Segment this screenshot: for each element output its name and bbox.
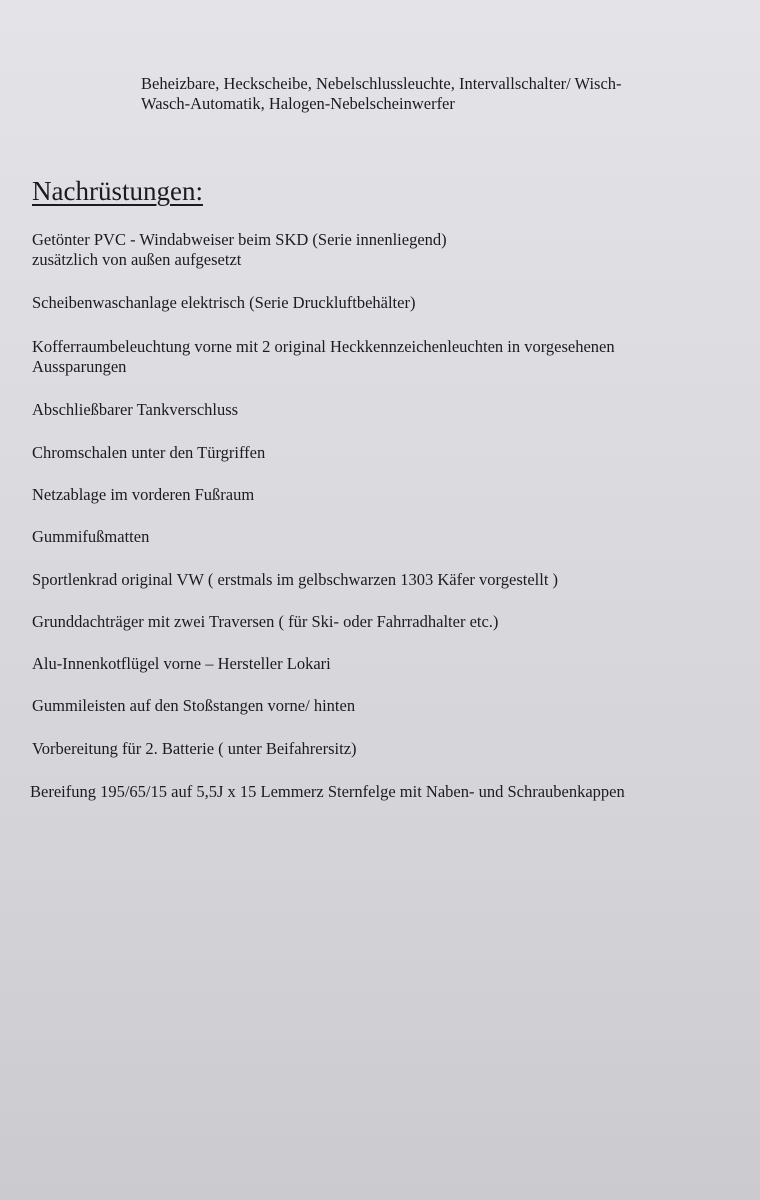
item-text: Getönter PVC - Windabweiser beim SKD (Serie innenliegend): [32, 230, 447, 249]
intro-paragraph: [141, 74, 721, 114]
list-item: [32, 739, 732, 759]
list-item: [32, 485, 732, 505]
list-item: [32, 230, 732, 270]
intro-line: Wasch-Automatik, Halogen-Nebelscheinwerfer: [141, 94, 455, 113]
item-text: zusätzlich von außen aufgesetzt: [32, 250, 242, 269]
list-item: [32, 337, 732, 377]
item-text: Aussparungen: [32, 357, 127, 376]
list-item: [32, 570, 732, 590]
item-text: Abschließbarer Tankverschluss: [32, 400, 239, 419]
list-item: [30, 782, 730, 802]
item-text: Netzablage im vorderen Fußraum: [32, 485, 255, 504]
section-heading: Nachrüstungen:: [32, 176, 203, 206]
item-text: Kofferraumbeleuchtung vorne mit 2 original Heckkennzeichenleuchten in vorgesehenen: [32, 337, 615, 356]
list-item: [32, 293, 732, 313]
item-text: Chromschalen unter den Türgriffen: [32, 443, 266, 462]
item-text: Grunddachträger mit zwei Traversen ( für Ski- oder Fahrradhalter etc.): [32, 612, 499, 631]
list-item: [32, 443, 732, 463]
item-text: Vorbereitung für 2. Batterie ( unter Beifahrersitz): [32, 739, 357, 758]
intro-line: Beheizbare, Heckscheibe, Nebelschlussleuchte, Intervallschalter/ Wisch-: [141, 74, 622, 93]
item-text: Gummileisten auf den Stoßstangen vorne/ hinten: [32, 696, 356, 715]
list-item: [32, 612, 732, 632]
item-text: Alu-Innenkotflügel vorne – Hersteller Lokari: [32, 654, 331, 673]
list-item: [32, 696, 732, 716]
item-text: Gummifußmatten: [32, 527, 150, 546]
item-text: Sportlenkrad original VW ( erstmals im gelbschwarzen 1303 Käfer vorgestellt ): [32, 570, 559, 589]
item-text: Bereifung 195/65/15 auf 5,5J x 15 Lemmerz Sternfelge mit Naben- und Schraubenkappen: [30, 782, 625, 801]
list-item: [32, 527, 732, 547]
item-text: Scheibenwaschanlage elektrisch (Serie Druckluftbehälter): [32, 293, 416, 312]
list-item: [32, 400, 732, 420]
list-item: [32, 654, 732, 674]
